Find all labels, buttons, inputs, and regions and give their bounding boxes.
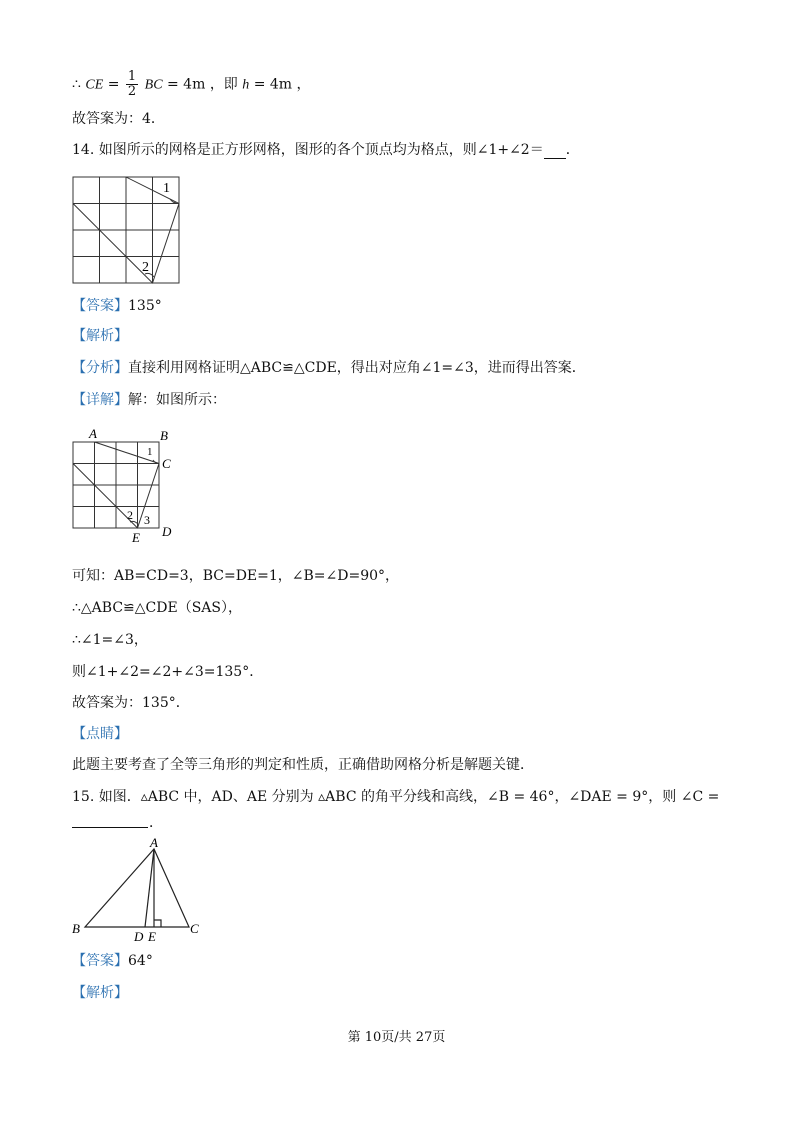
answer-15 (72, 952, 153, 970)
question-14-end: ． (565, 142, 580, 158)
answer-tag: 【答案】 (72, 298, 128, 314)
detail-text: 解：如图所示： (128, 392, 226, 408)
analysis-line (72, 359, 586, 377)
question-14 (72, 141, 580, 159)
fig3-label-e: E (148, 929, 156, 944)
fig3-label-a: A (150, 838, 158, 850)
congruent-line: ∴△ABC≌△CDE（SAS）， (72, 600, 242, 616)
fig2-label-b: B (160, 428, 168, 443)
fig2-label-a: A (89, 426, 97, 441)
answer-15-value: 64° (128, 953, 153, 969)
fig2-angle-3: 3 (144, 513, 150, 527)
final-answer-14: 故答案为：135°． (72, 695, 190, 711)
word-ji: ，即 (209, 76, 238, 93)
figure-14-grid (70, 174, 185, 286)
angle-equal-line: ∴∠1=∠3， (72, 632, 148, 648)
angle-sum-line: 则∠1+∠2=∠2+∠3=135°． (72, 664, 264, 680)
fig3-label-c: C (190, 921, 199, 936)
value-4m: = 4m (166, 76, 206, 93)
fig3-label-d: D (134, 929, 144, 944)
jiexi-tag: 【解析】 (72, 328, 128, 344)
answer-line-4: 故答案为：4． (72, 111, 165, 127)
figure-15-triangle (68, 838, 208, 946)
answer-14 (72, 297, 162, 315)
fraction-numerator: 1 (127, 69, 137, 84)
comment-text: 此题主要考查了全等三角形的判定和性质，正确借助网格分析是解题关键． (72, 757, 534, 773)
jiexi-tag-15: 【解析】 (72, 985, 128, 1001)
analysis-tag: 【分析】 (72, 360, 128, 376)
fig2-angle-2: 2 (127, 508, 133, 522)
answer-tag-15: 【答案】 (72, 953, 128, 969)
question-15 (72, 788, 719, 806)
comment-tag: 【点睛】 (72, 726, 128, 742)
fig1-angle-2: 2 (142, 260, 149, 275)
line-end-comma: ， (296, 76, 311, 93)
fig1-angle-1: 1 (163, 181, 170, 196)
var-ce: CE (85, 77, 104, 93)
therefore-symbol: ∴ (72, 76, 81, 93)
line-ce-equation (72, 70, 311, 99)
fig2-angle-1: 1 (147, 446, 153, 458)
answer-blank (544, 144, 566, 159)
figure-14-labeled-grid (70, 424, 190, 548)
var-bc: BC (144, 77, 163, 93)
fig3-label-b: B (72, 921, 80, 936)
answer-14-value: 135° (128, 298, 162, 314)
page-footer: 第 10页/共 27页 (347, 1030, 446, 1045)
fig2-label-c: C (162, 456, 171, 471)
equals-sign: = (107, 76, 120, 93)
fraction-denominator: 2 (127, 84, 137, 99)
answer-blank-15 (72, 827, 148, 828)
detail-line (72, 391, 226, 409)
question-15-end: ． (149, 815, 163, 831)
known-line: 可知：AB=CD=3，BC=DE=1，∠B=∠D=90°， (72, 568, 400, 584)
value-h-4m: = 4m (253, 76, 293, 93)
fig2-label-d: D (162, 524, 172, 539)
question-14-text: 14. 如图所示的网格是正方形网格，图形的各个顶点均为格点，则∠1+∠2＝ (72, 142, 544, 158)
question-15-text: 15. 如图．▵ABC 中，AD、AE 分别为 ▵ABC 的角平分线和高线，∠B = 46°，∠DAE = 9°，则 ∠C = (72, 789, 720, 805)
detail-tag: 【详解】 (72, 392, 128, 408)
fraction-half (126, 70, 138, 99)
var-h: h (242, 77, 250, 93)
fig2-label-e: E (132, 530, 140, 545)
analysis-text: 直接利用网格证明△ABC≌△CDE，得出对应角∠1=∠3，进而得出答案． (128, 360, 586, 376)
